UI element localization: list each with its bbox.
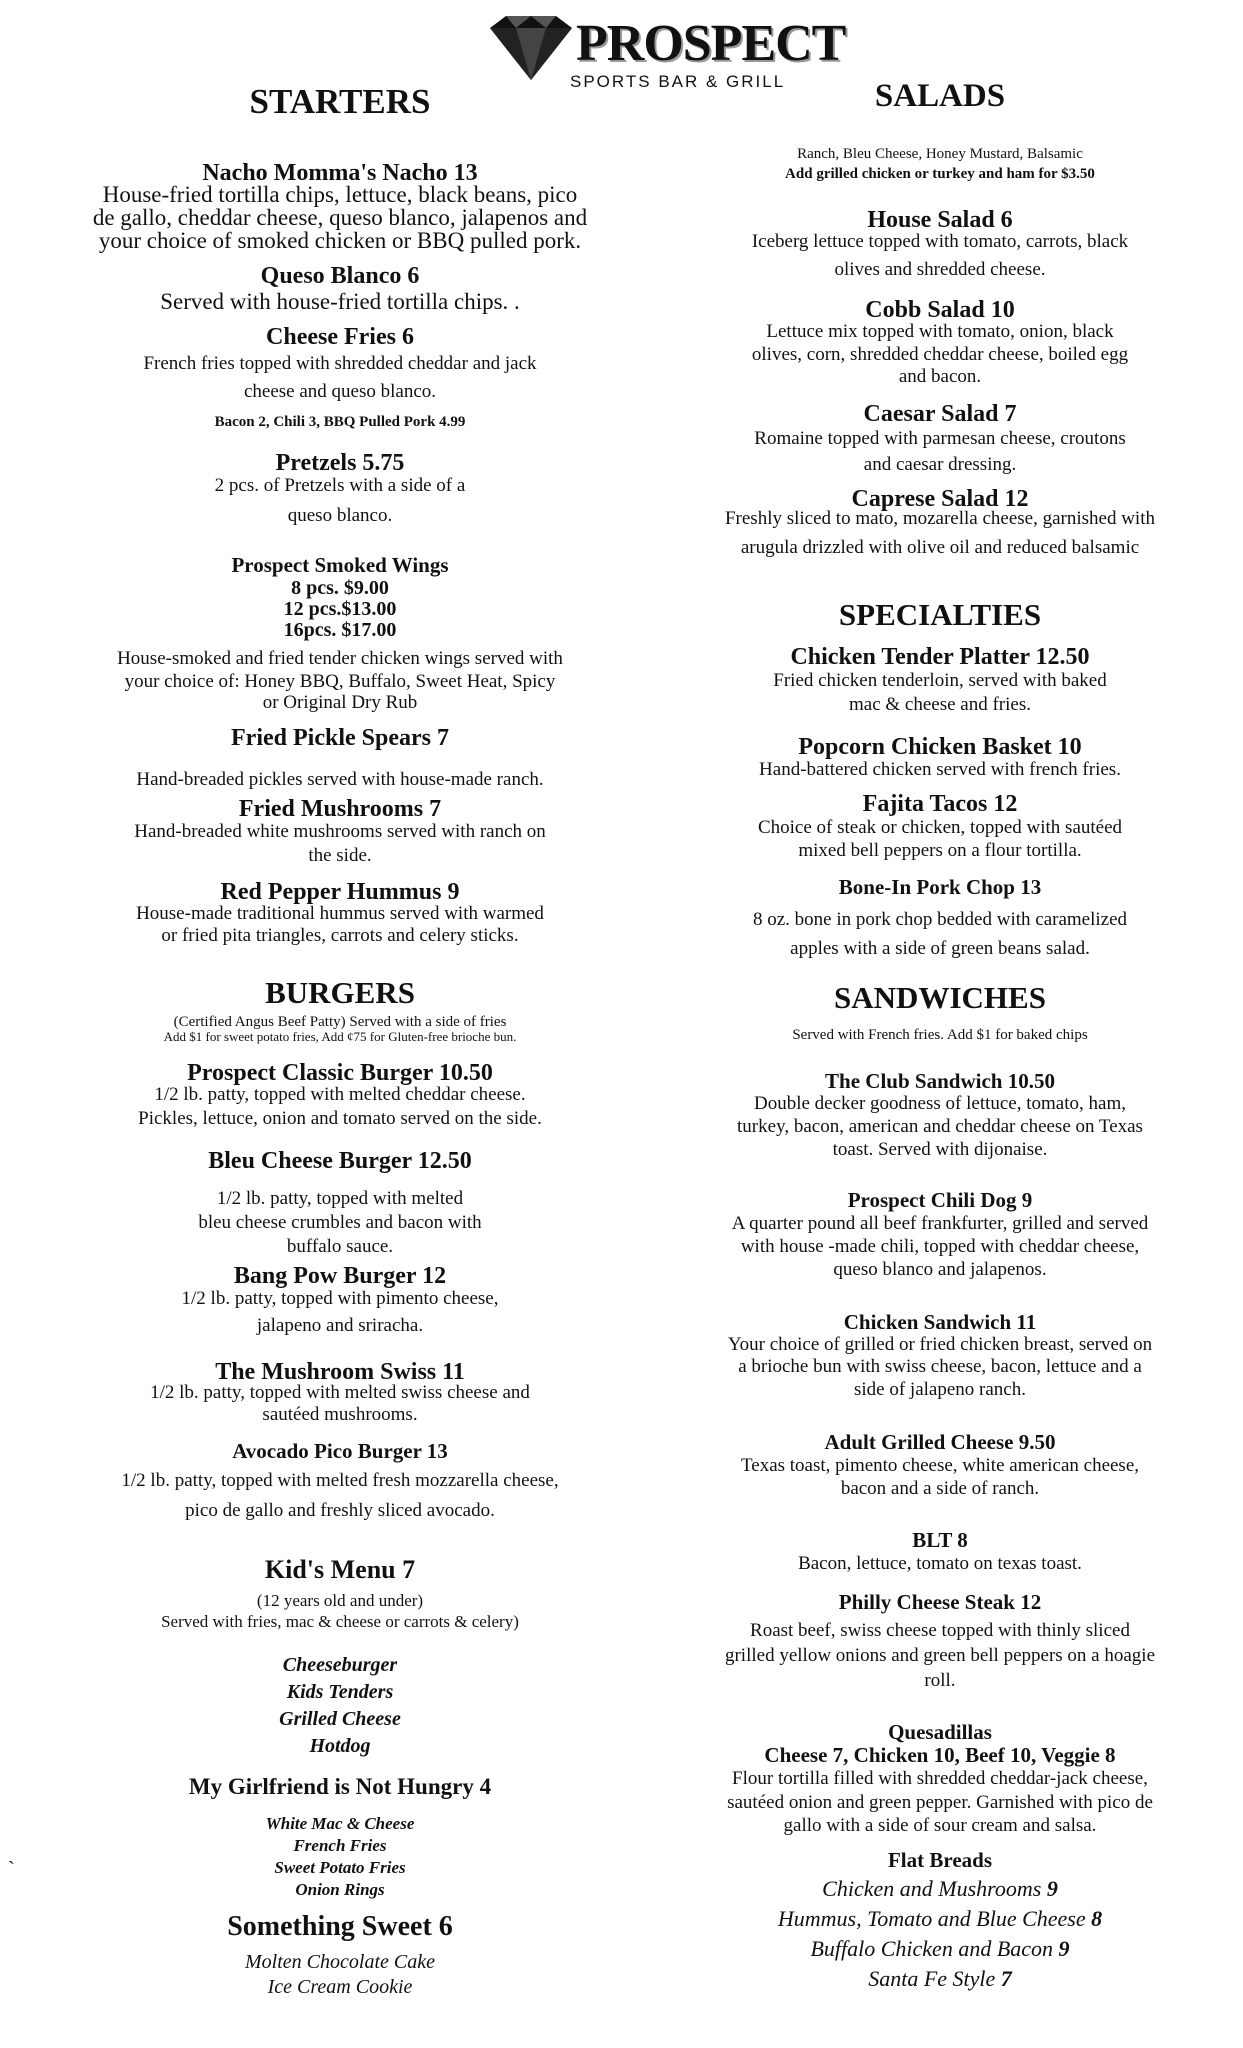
item-title: House Salad 6 (867, 207, 1013, 233)
item-desc: Texas toast, pimento cheese, white american cheese, (740, 1455, 1140, 1476)
item-desc: and bacon. (898, 366, 982, 387)
item-desc: your choice of smoked chicken or BBQ pulled pork. (98, 228, 582, 253)
sweet-heading: Something Sweet 6 (227, 1911, 453, 1942)
item-title: Cheese Fries 6 (266, 324, 414, 350)
item-desc: House-smoked and fried tender chicken wings served with (117, 648, 563, 669)
item-title: Prospect Classic Burger 10.50 (187, 1060, 493, 1086)
item-title: The Club Sandwich 10.50 (825, 1069, 1055, 1093)
item-desc: arugula drizzled with olive oil and reduced balsamic (740, 537, 1140, 558)
item-desc: mixed bell peppers on a flour tortilla. (798, 840, 1082, 861)
item-desc: French fries topped with shredded cheddar and jack (143, 353, 537, 374)
flatbread-price: 9 (1058, 1936, 1070, 1961)
item-title: Avocado Pico Burger 13 (232, 1439, 448, 1463)
flatbread-item (640, 1904, 1240, 1934)
salads-addon: Add grilled chicken or turkey and ham for $3.50 (785, 166, 1095, 182)
item-desc: Pickles, lettuce, onion and tomato served on the side. (138, 1108, 542, 1129)
item-desc: Your choice of grilled or fried chicken breast, served on (727, 1334, 1153, 1355)
brand-tagline: SPORTS BAR & GRILL (570, 72, 786, 91)
item-desc: the side. (308, 845, 372, 866)
flatbread-price: 9 (1046, 1876, 1058, 1901)
flatbread-name: Chicken and Mushrooms (822, 1876, 1042, 1901)
flatbread-name: Santa Fe Style (868, 1966, 996, 1991)
item-desc: pico de gallo and freshly sliced avocado. (185, 1500, 495, 1521)
item-desc: Iceberg lettuce topped with tomato, carrots, black (751, 231, 1129, 252)
wing-price: 12 pcs.$13.00 (283, 598, 397, 620)
item-desc: cheese and queso blanco. (243, 381, 437, 402)
flatbread-item (640, 1934, 1240, 1964)
sweet-item: Ice Cream Cookie (267, 1976, 413, 1998)
item-desc: your choice of: Honey BBQ, Buffalo, Sweet Heat, Spicy (124, 671, 556, 692)
item-desc: Romaine topped with parmesan cheese, croutons (754, 428, 1126, 449)
item-title: Prospect Smoked Wings (231, 553, 449, 577)
item-desc: 1/2 lb. patty, topped with melted fresh mozzarella cheese, (121, 1470, 559, 1491)
item-title: Bone-In Pork Chop 13 (838, 875, 1042, 899)
flatbreads-heading: Flat Breads (887, 1848, 993, 1872)
item-desc: side of jalapeno ranch. (854, 1379, 1026, 1400)
brand-name: PROSPECT (576, 15, 846, 72)
girlfriend-item: White Mac & Cheese (265, 1814, 415, 1833)
item-title: Queso Blanco 6 (260, 263, 420, 289)
item-desc: Hand-battered chicken served with french fries. (759, 759, 1121, 780)
item-desc: Flour tortilla filled with shredded cheddar-jack cheese, (732, 1768, 1148, 1789)
item-title: Chicken Tender Platter 12.50 (790, 644, 1090, 670)
item-desc: sautéed mushrooms. (262, 1404, 418, 1425)
item-title: Cobb Salad 10 (865, 297, 1015, 323)
salads-heading: SALADS (874, 78, 1006, 114)
starters-heading: STARTERS (249, 82, 431, 121)
item-title: Chicken Sandwich 11 (843, 1310, 1037, 1334)
item-desc: de gallo, cheddar cheese, queso blanco, jalapenos and (92, 205, 588, 230)
item-desc: 1/2 lb. patty, topped with melted swiss cheese and (150, 1382, 530, 1403)
item-desc: jalapeno and sriracha. (256, 1315, 424, 1336)
item-desc: with house -made chili, topped with cheddar cheese, (740, 1236, 1140, 1257)
sandwiches-heading: SANDWICHES (834, 980, 1046, 1015)
item-desc: Hand-breaded white mushrooms served with ranch on (134, 821, 546, 842)
kids-item: Grilled Cheese (279, 1708, 401, 1730)
item-desc: olives and shredded cheese. (834, 259, 1046, 280)
item-desc: Fried chicken tenderloin, served with baked (773, 670, 1107, 691)
kids-note: Served with fries, mac & cheese or carrots & celery) (161, 1612, 519, 1631)
item-desc: Served with house-fried tortilla chips. . (160, 289, 520, 314)
flatbread-name: Buffalo Chicken and Bacon (810, 1936, 1054, 1961)
item-desc: toast. Served with dijonaise. (832, 1139, 1048, 1160)
item-desc: Choice of steak or chicken, topped with sautéed (757, 817, 1123, 838)
sandwiches-note: Served with French fries. Add $1 for baked chips (792, 1027, 1088, 1043)
item-desc: a brioche bun with swiss cheese, bacon, lettuce and a (738, 1356, 1142, 1377)
item-title: The Mushroom Swiss 11 (215, 1359, 465, 1385)
girlfriend-item: Onion Rings (295, 1880, 385, 1899)
kids-item: Kids Tenders (286, 1681, 394, 1703)
item-desc: House-fried tortilla chips, lettuce, black beans, pico (102, 182, 578, 207)
item-title: Bang Pow Burger 12 (233, 1263, 447, 1289)
stray-mark: ` (8, 1858, 15, 1880)
item-desc: queso blanco. (287, 505, 393, 526)
flatbread-item (640, 1874, 1240, 1904)
item-desc: Double decker goodness of lettuce, tomato, ham, (754, 1093, 1126, 1114)
item-desc: grilled yellow onions and green bell peppers on a hoagie (724, 1645, 1155, 1666)
item-title: Nacho Momma's Nacho 13 (202, 160, 478, 186)
item-title: Prospect Chili Dog 9 (847, 1188, 1033, 1212)
item-desc: or Original Dry Rub (262, 692, 418, 713)
flatbread-price: 7 (1000, 1966, 1012, 1991)
item-desc: apples with a side of green beans salad. (790, 938, 1090, 959)
item-title: BLT 8 (912, 1528, 968, 1552)
wing-price: 16pcs. $17.00 (283, 619, 397, 641)
item-desc: roll. (924, 1670, 956, 1691)
item-title: Philly Cheese Steak 12 (838, 1590, 1042, 1614)
item-desc: A quarter pound all beef frankfurter, grilled and served (731, 1213, 1149, 1234)
flatbread-name: Hummus, Tomato and Blue Cheese (777, 1906, 1086, 1931)
specialties-heading: SPECIALTIES (838, 597, 1042, 632)
flatbread-item (640, 1964, 1240, 1994)
item-desc: Bacon, lettuce, tomato on texas toast. (798, 1553, 1082, 1574)
kids-note: (12 years old and under) (256, 1591, 424, 1610)
item-addons: Bacon 2, Chili 3, BBQ Pulled Pork 4.99 (214, 414, 466, 430)
item-desc: gallo with a side of sour cream and salsa. (783, 1815, 1097, 1836)
item-desc: 8 oz. bone in pork chop bedded with caramelized (752, 909, 1128, 930)
item-desc: or fried pita triangles, carrots and celery sticks. (161, 925, 519, 946)
girlfriend-heading: My Girlfriend is Not Hungry 4 (188, 1774, 492, 1799)
item-desc: queso blanco and jalapenos. (833, 1259, 1047, 1280)
wing-price: 8 pcs. $9.00 (291, 577, 389, 599)
item-title: Fried Pickle Spears 7 (231, 725, 449, 751)
item-title: Adult Grilled Cheese 9.50 (824, 1430, 1056, 1454)
salads-dressings: Ranch, Bleu Cheese, Honey Mustard, Balsamic (797, 146, 1083, 162)
item-desc: Freshly sliced to mato, mozarella cheese, garnished with (724, 508, 1155, 529)
item-desc: House-made traditional hummus served with warmed (136, 903, 544, 924)
item-desc: turkey, bacon, american and cheddar cheese on Texas (737, 1116, 1143, 1137)
item-title: Bleu Cheese Burger 12.50 (208, 1148, 472, 1174)
girlfriend-item: French Fries (293, 1836, 387, 1855)
burgers-note: (Certified Angus Beef Patty) Served with a side of fries (173, 1014, 507, 1030)
item-title: Popcorn Chicken Basket 10 (798, 734, 1082, 760)
item-desc: olives, corn, shredded cheddar cheese, boiled egg (751, 344, 1129, 365)
sweet-item: Molten Chocolate Cake (245, 1951, 435, 1973)
burgers-note: Add $1 for sweet potato fries, Add ¢75 for Gluten-free brioche bun. (163, 1029, 517, 1044)
item-desc: Lettuce mix topped with tomato, onion, black (766, 321, 1114, 342)
item-subtitle: Cheese 7, Chicken 10, Beef 10, Veggie 8 (764, 1743, 1116, 1767)
item-title: Caprese Salad 12 (851, 486, 1029, 512)
item-title: Quesadillas (888, 1720, 992, 1744)
kids-item: Cheeseburger (282, 1654, 398, 1676)
item-title: Red Pepper Hummus 9 (220, 879, 460, 905)
item-title: Pretzels 5.75 (275, 450, 405, 476)
item-desc: mac & cheese and fries. (849, 694, 1031, 715)
item-desc: 2 pcs. of Pretzels with a side of a (214, 475, 466, 496)
item-desc: Hand-breaded pickles served with house-made ranch. (136, 769, 544, 790)
item-desc: buffalo sauce. (286, 1236, 394, 1257)
item-desc: and caesar dressing. (863, 454, 1017, 475)
kids-heading: Kid's Menu 7 (264, 1555, 416, 1584)
item-desc: sautéed onion and green pepper. Garnished with pico de (727, 1792, 1153, 1813)
item-title: Caesar Salad 7 (863, 401, 1017, 427)
item-desc: 1/2 lb. patty, topped with melted (216, 1188, 464, 1209)
item-desc: bleu cheese crumbles and bacon with (198, 1212, 482, 1233)
item-desc: bacon and a side of ranch. (840, 1478, 1040, 1499)
item-desc: 1/2 lb. patty, topped with melted cheddar cheese. (154, 1084, 526, 1105)
item-title: Fajita Tacos 12 (862, 791, 1018, 817)
burgers-heading: BURGERS (265, 975, 415, 1010)
kids-item: Hotdog (309, 1735, 371, 1757)
item-desc: 1/2 lb. patty, topped with pimento cheese, (181, 1288, 499, 1309)
diamond-icon (486, 14, 576, 82)
girlfriend-item: Sweet Potato Fries (274, 1858, 406, 1877)
item-desc: Roast beef, swiss cheese topped with thinly sliced (750, 1620, 1130, 1641)
item-title: Fried Mushrooms 7 (238, 796, 442, 822)
flatbread-price: 8 (1091, 1906, 1103, 1931)
